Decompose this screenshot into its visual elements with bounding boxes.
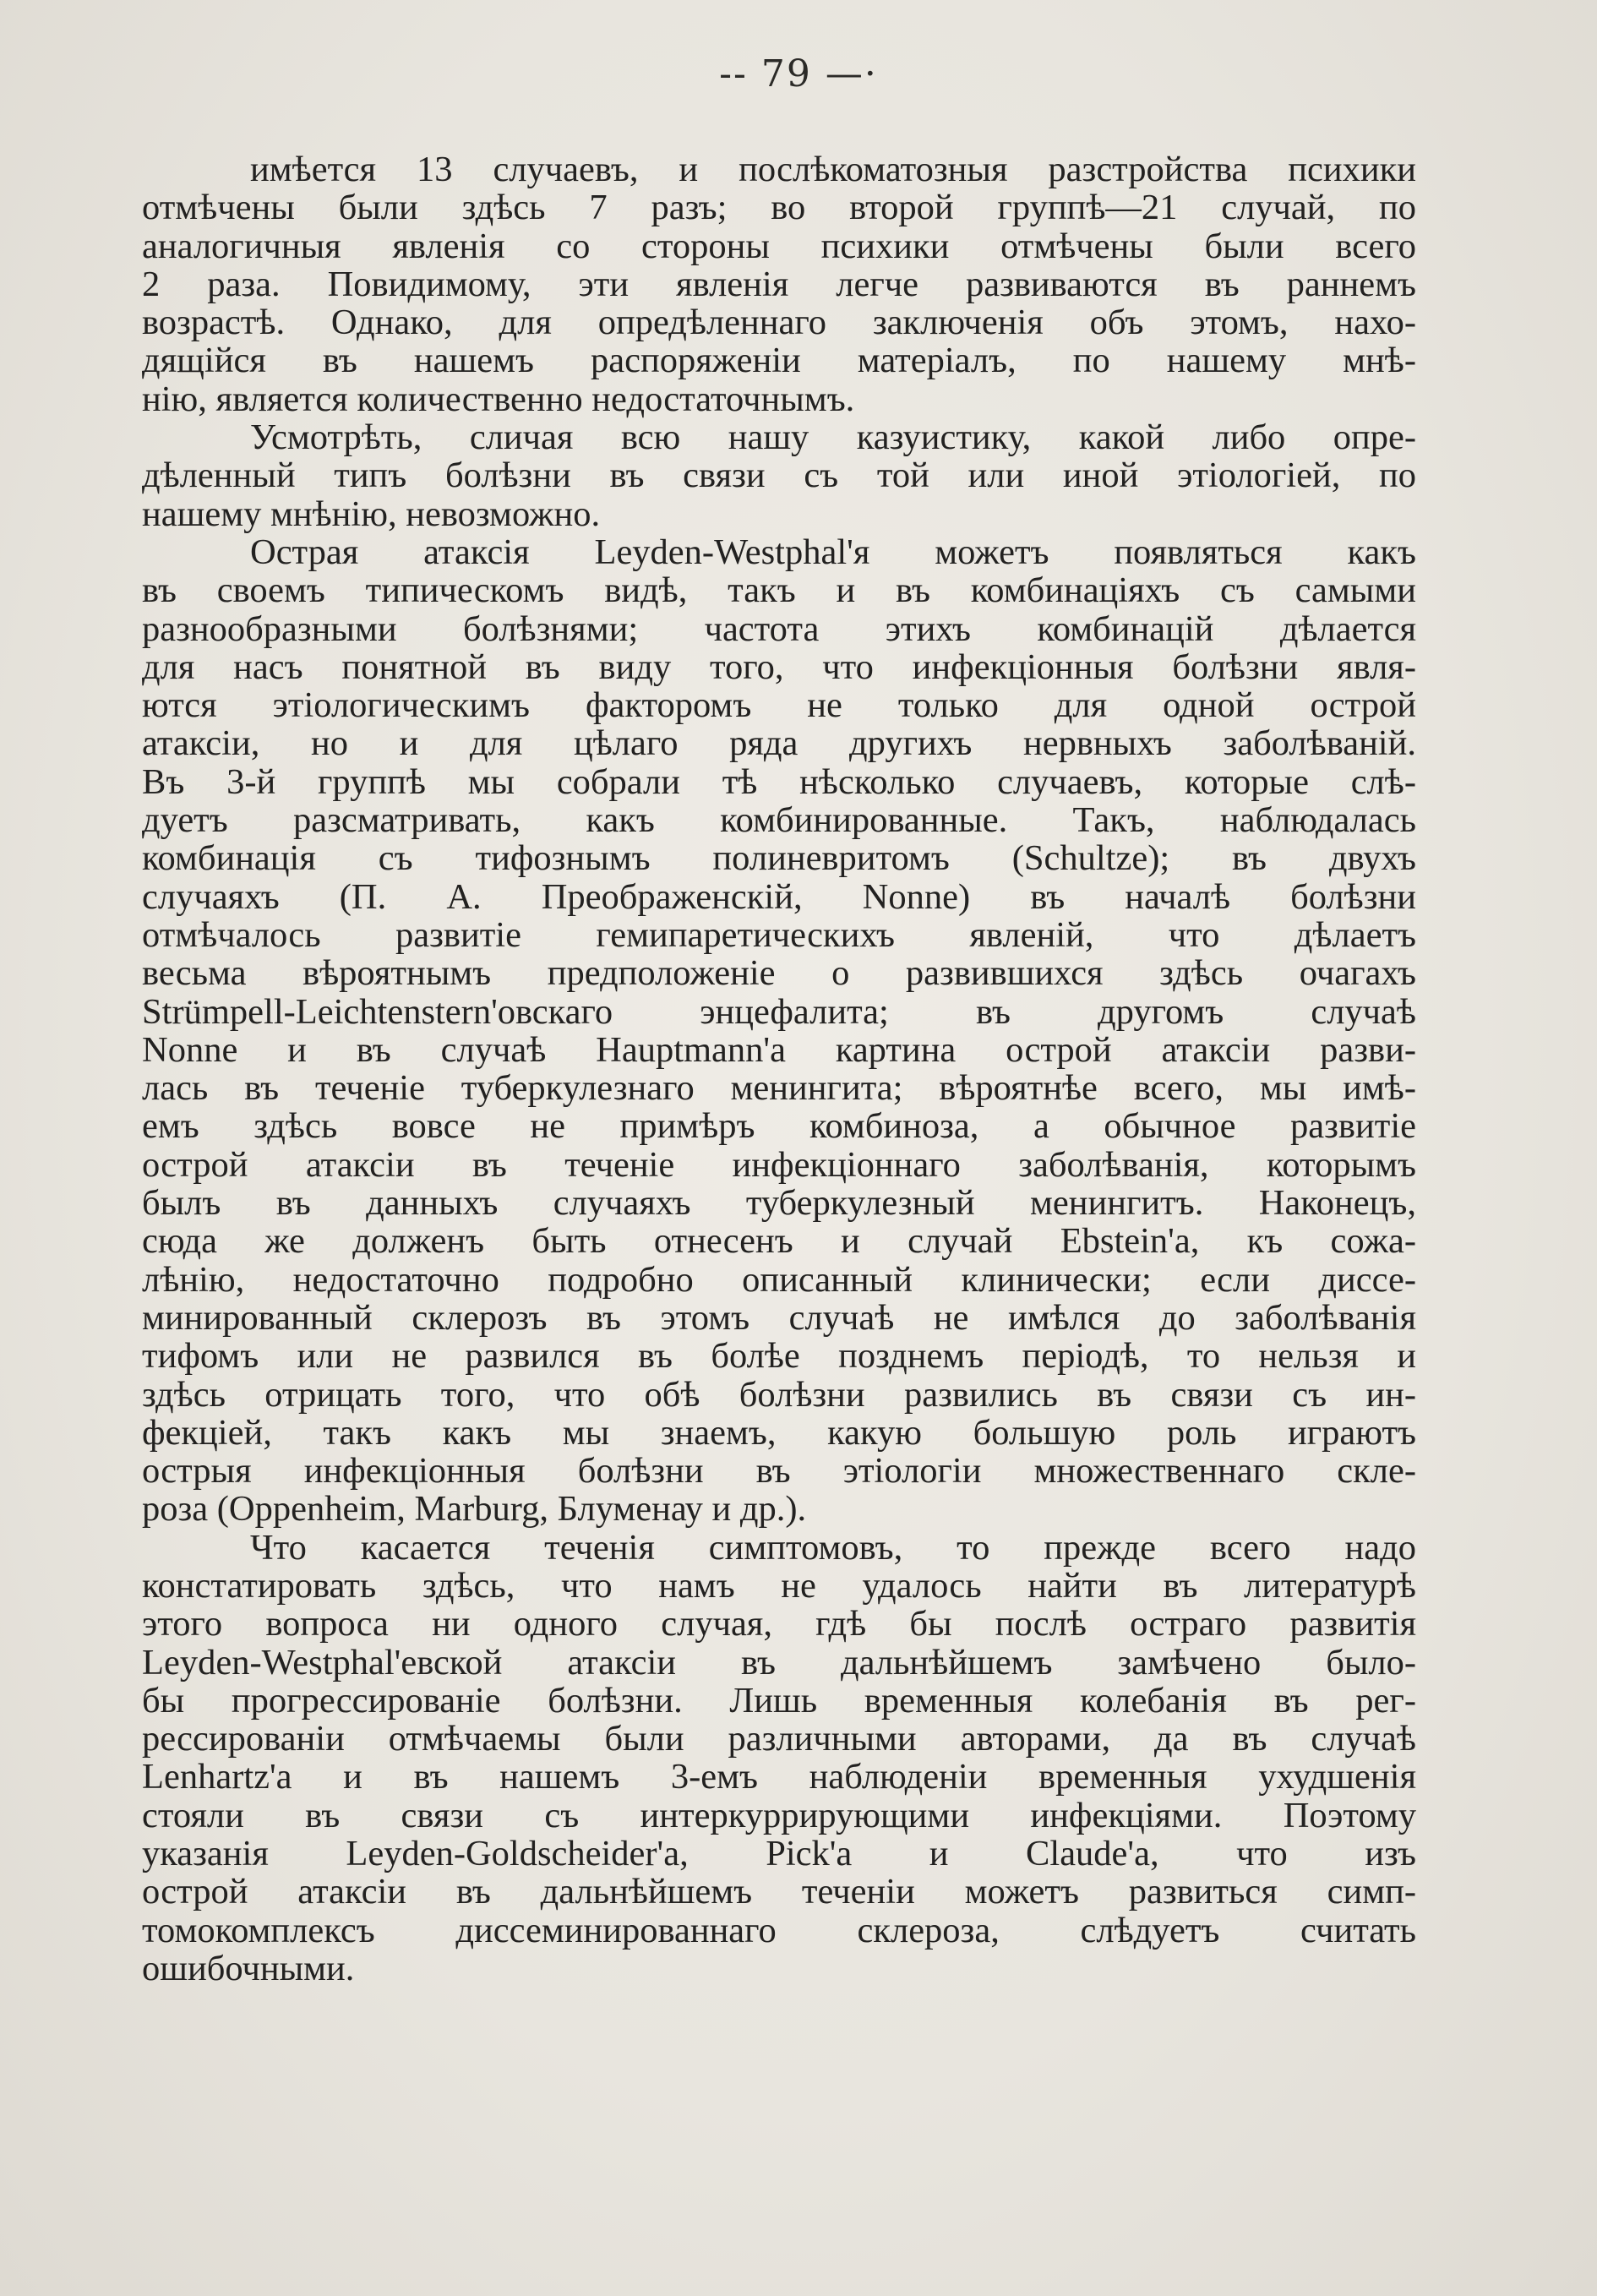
text-line: Strümpell-Leichtenstern'овскаго энцефалита; въ другомъ случаѣ [142,992,1416,1031]
paragraph [142,418,1416,533]
text-line: лѣнію, недостаточно подробно описанный клинически; если диссе- [142,1260,1416,1299]
text-line: томокомплексъ диссеминированнаго склероза, слѣдуетъ считать [142,1911,1416,1950]
text-line: нашему мнѣнію, невозможно. [142,494,601,533]
text-line: отмѣчалось развитіе гемипаретическихъ явленій, что дѣлаетъ [142,915,1416,955]
text-line: возрастѣ. Однако, для опредѣленнаго заключенія объ этомъ, нахо- [142,303,1416,342]
text-line: атаксіи, но и для цѣлаго ряда другихъ нервныхъ заболѣваній. [142,724,1416,763]
text-line: нію, является количественно недостаточнымъ. [142,379,855,419]
text-line: Lenhartz'а и въ нашемъ 3-емъ наблюденіи временныя ухудшенія [142,1758,1416,1797]
text-line: Что касается теченія симптомовъ, то прежде всего надо [250,1528,1416,1567]
page-number: -- 79 —· [719,52,878,95]
text-line: былъ въ данныхъ случаяхъ туберкулезный менингитъ. Наконецъ, [142,1184,1416,1223]
text-line: острой атаксіи въ дальнѣйшемъ теченіи можетъ развиться симп- [142,1873,1416,1912]
paragraph [142,1529,1416,1988]
text-line: дѣленный типъ болѣзни въ связи съ той или иной этіологіей, по [142,456,1416,495]
text-line: здѣсь отрицать того, что обѣ болѣзни развились въ связи съ ин- [142,1375,1416,1414]
text-line: острой атаксіи въ теченіе инфекціоннаго заболѣванія, которымъ [142,1145,1416,1185]
text-line: минированный склерозъ въ этомъ случаѣ не имѣлся до заболѣванія [142,1298,1416,1338]
text-line: роза (Oppenheim, Marburg, Блуменау и др.). [142,1490,807,1529]
text-line: ошибочными. [142,1949,355,1988]
text-line: дуетъ разсматривать, какъ комбинированные. Такъ, наблюдалась [142,801,1416,840]
body-text [142,150,1416,1988]
text-line: Острая атаксія Leyden-Westphal'я можетъ появляться какъ [250,532,1416,572]
paragraph [142,533,1416,1529]
text-line: емъ здѣсь вовсе не примѣръ комбиноза, а обычное развитіе [142,1107,1416,1146]
text-line: дящійся въ нашемъ распоряженіи матеріалъ, по нашему мнѣ- [142,341,1416,380]
paragraph [142,150,1416,418]
text-line: сюда же долженъ быть отнесенъ и случай Ebstein'а, къ сожа- [142,1222,1416,1261]
text-line: случаяхъ (П. А. Преображенскій, Nonne) въ началѣ болѣзни [142,877,1416,916]
text-line: лась въ теченіе туберкулезнаго менингита; вѣроятнѣе всего, мы имѣ- [142,1069,1416,1108]
text-line: острыя инфекціонныя болѣзни въ этіологіи множественнаго скле- [142,1452,1416,1491]
text-line: 2 раза. Повидимому, эти явленія легче развиваются въ раннемъ [142,265,1416,304]
text-line: указанія Leyden-Goldscheider'а, Pick'а и Claude'а, что изъ [142,1835,1416,1873]
text-line: рессированіи отмѣчаемы были различными авторами, да въ случаѣ [142,1720,1416,1759]
text-line: Leyden-Westphal'евской атаксіи въ дальнѣйшемъ замѣчено было- [142,1643,1416,1682]
text-line: имѣется 13 случаевъ, и послѣкоматозныя разстройства психики [250,150,1416,189]
text-line: Усмотрѣть, сличая всю нашу казуистику, какой либо опре- [250,418,1416,457]
text-line: аналогичныя явленія со стороны психики отмѣчены были всего [142,226,1416,265]
text-line: Nonne и въ случаѣ Hauptmann'а картина острой атаксіи разви- [142,1030,1416,1070]
text-line: этого вопроса ни одного случая, гдѣ бы послѣ остраго развитія [142,1605,1416,1644]
text-line: комбинація съ тифознымъ полиневритомъ (Schultze); въ двухъ [142,839,1416,878]
text-line: отмѣчены были здѣсь 7 разъ; во второй группѣ—21 случай, по [142,188,1416,227]
text-line: въ своемъ типическомъ видѣ, такъ и въ комбинаціяхъ съ самыми [142,571,1416,610]
text-line: разнообразными болѣзнями; частота этихъ комбинацій дѣлается [142,609,1416,648]
text-line: стояли въ связи съ интеркуррирующими инфекціями. Поэтому [142,1796,1416,1835]
text-line: для насъ понятной въ виду того, что инфекціонныя болѣзни явля- [142,647,1416,687]
text-line: констатировать здѣсь, что намъ не удалось найти въ литературѣ [142,1566,1416,1606]
text-line: весьма вѣроятнымъ предположеніе о развившихся здѣсь очагахъ [142,954,1416,993]
text-line: Въ 3-й группѣ мы собрали тѣ нѣсколько случаевъ, которые слѣ- [142,762,1416,802]
text-line: фекціей, такъ какъ мы знаемъ, какую большую роль играютъ [142,1413,1416,1453]
text-line: ются этіологическимъ факторомъ не только для одной острой [142,686,1416,725]
text-line: бы прогрессированіе болѣзни. Лишь временныя колебанія въ рег- [142,1681,1416,1721]
text-line: тифомъ или не развился въ болѣе позднемъ періодѣ, то нельзя и [142,1337,1416,1376]
